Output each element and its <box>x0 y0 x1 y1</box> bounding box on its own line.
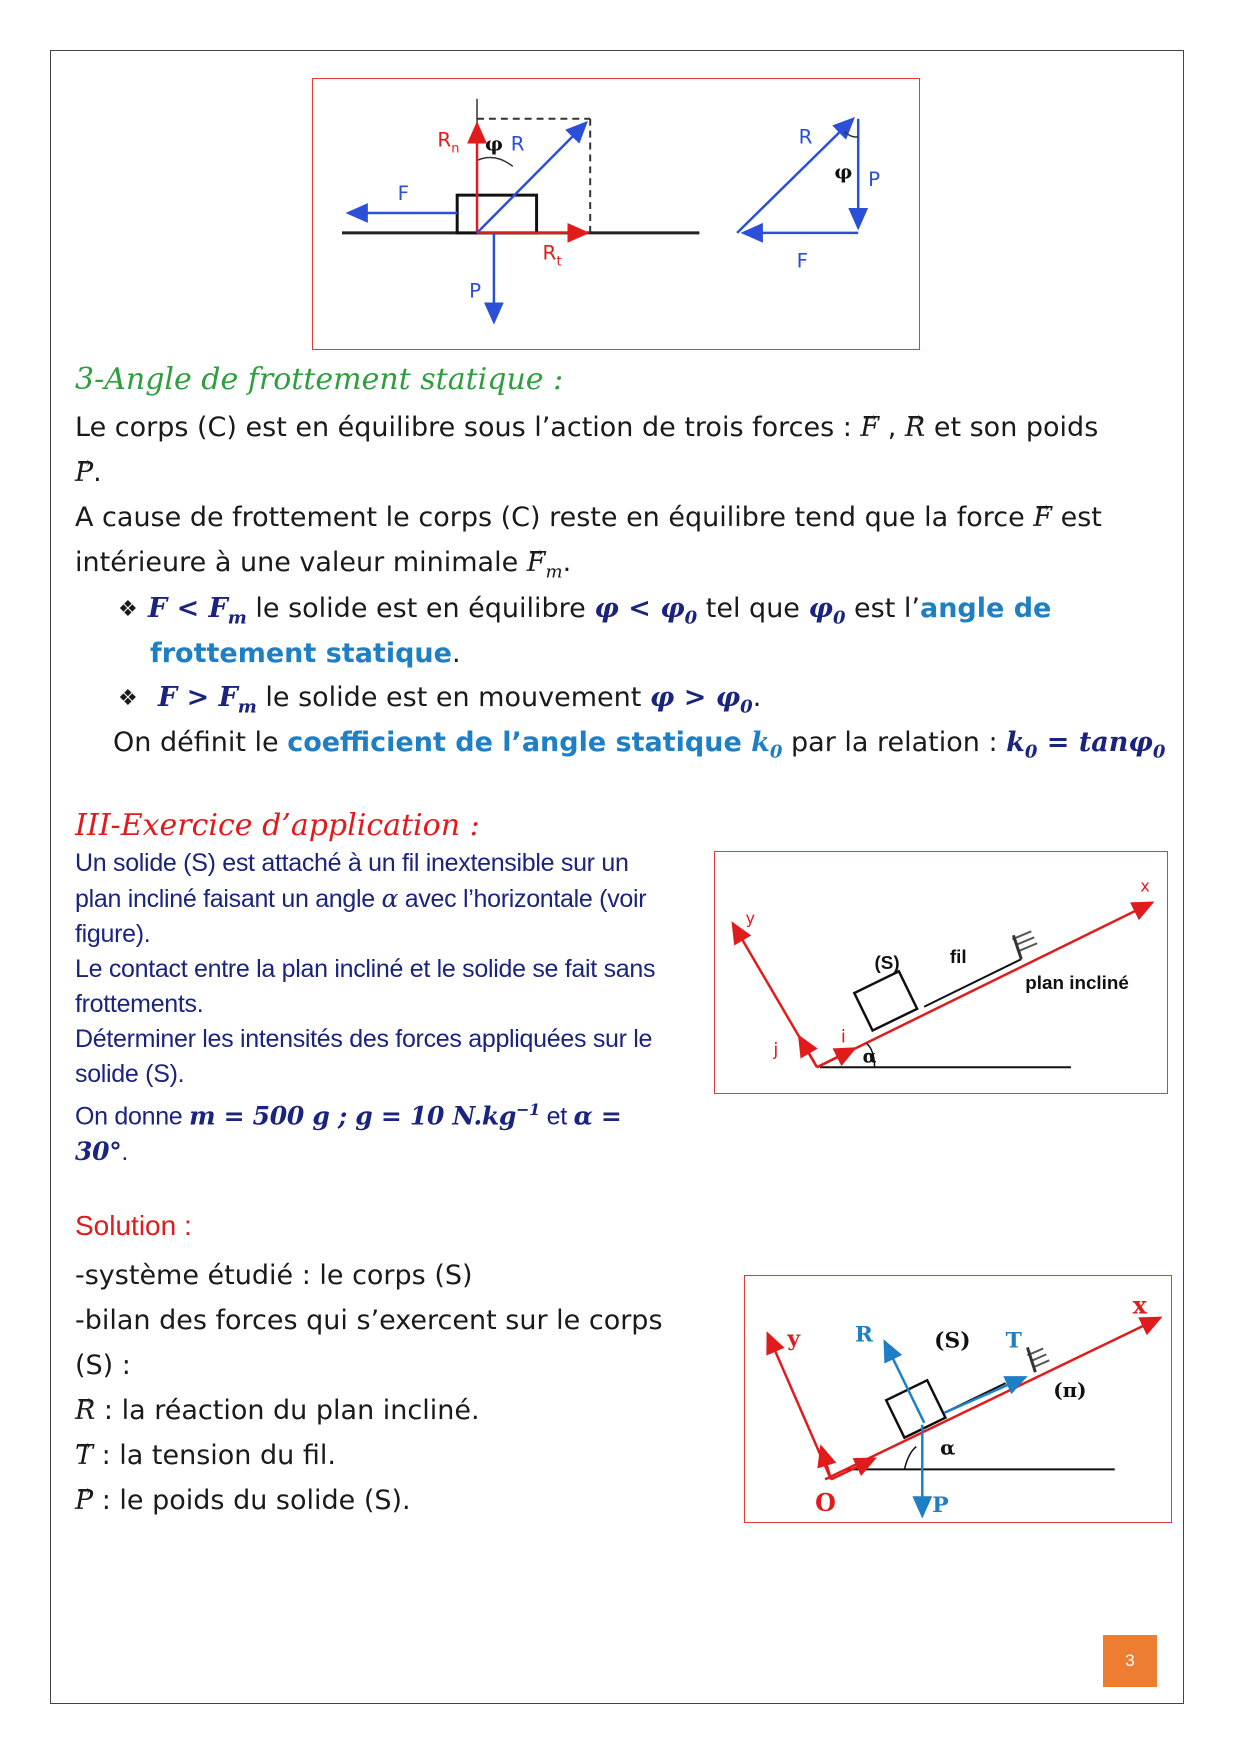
y-axis <box>768 1334 831 1480</box>
figure-friction-forces <box>312 78 920 350</box>
bullet-equilibrium: $F < F_m$ le solide est en équilibre $\varphi < \varphi_0$ tel que $\varphi_0$ est l’angle de <box>148 593 1052 629</box>
solution-forces-intro: -bilan des forces qui s’exercent sur le corps <box>75 1305 663 1336</box>
section-title-static-friction-angle: 3-Angle de frottement statique : <box>75 362 564 397</box>
vector-P: → P <box>75 450 93 495</box>
section-title-exercise: III-Exercice d’application : <box>75 808 480 843</box>
svg-text:φ: φ <box>484 131 503 156</box>
unit-i <box>817 1048 855 1067</box>
svg-text:R: R <box>542 241 557 265</box>
svg-text:y: y <box>787 1326 801 1352</box>
bullet-motion: $F > F_m$ le solide est en mouvement $\varphi > \varphi_0$. <box>158 682 762 718</box>
svg-text:φ: φ <box>834 159 853 184</box>
svg-text:x: x <box>1140 876 1150 896</box>
exercise-statement: Un solide (S) est attaché à un fil inextensible sur un plan incliné faisant un angle α avec l’horizontale (voir figure). Le contact entre la plan incliné et le solide se fait sans frottements. Déterminer les intensités des forces appliquées sur le solide (S). On donne m = 500 g ; g = 10 $N.kg^{-1}$ et α = 30°. <box>75 849 656 1167</box>
svg-text:α: α <box>862 1046 877 1068</box>
svg-text:(S): (S) <box>934 1328 971 1354</box>
x-axis <box>825 1318 1160 1480</box>
svg-text:R: R <box>854 1322 873 1348</box>
svg-text:R: R <box>437 128 452 152</box>
paragraph-forces-cont: → P. <box>75 450 102 495</box>
phi-arc <box>477 158 513 167</box>
figure-solution-forces <box>744 1275 1172 1523</box>
solution-forces-intro-cont: (S) : <box>75 1350 131 1381</box>
svg-text:y: y <box>745 908 756 928</box>
svg-text:T: T <box>1005 1328 1022 1354</box>
svg-text:P: P <box>868 168 881 192</box>
svg-text:fil: fil <box>949 946 967 968</box>
svg-text:F: F <box>397 182 410 206</box>
force-reaction: → R : la réaction du plan incliné. <box>75 1388 480 1433</box>
svg-text:(S): (S) <box>874 952 900 974</box>
svg-text:α: α <box>940 1435 956 1460</box>
bullet-icon: ❖ <box>118 686 138 711</box>
solution-title: Solution : <box>75 1210 192 1241</box>
svg-text:j: j <box>773 1039 779 1061</box>
svg-text:P: P <box>932 1493 949 1519</box>
svg-text:x: x <box>1132 1291 1147 1320</box>
svg-text:n: n <box>451 141 460 157</box>
svg-text:R: R <box>798 125 813 149</box>
paragraph-friction: A cause de frottement le corps (C) reste en équilibre tend que la force → F est <box>75 495 1102 540</box>
svg-text:P: P <box>469 279 482 303</box>
vector-F: → F <box>860 405 879 450</box>
block <box>886 1380 945 1437</box>
vector-R: → R <box>905 405 925 450</box>
figure-inclined-plane <box>714 851 1168 1094</box>
solution-system: -système étudié : le corps (S) <box>75 1260 473 1291</box>
svg-text:R: R <box>510 132 525 156</box>
t-vector <box>944 1377 1025 1413</box>
svg-text:(π): (π) <box>1053 1378 1087 1403</box>
paragraph-forces: Le corps (C) est en équilibre sous l’action de trois forces : → F , → R et son poids <box>75 405 1098 450</box>
unit-j <box>799 1036 817 1067</box>
bullet-equilibrium-cont: frottement statique. <box>150 638 461 669</box>
force-weight: → P : le poids du solide (S). <box>75 1478 411 1523</box>
force-tension: → T : la tension du fil. <box>75 1433 336 1478</box>
svg-text:i: i <box>840 1026 846 1048</box>
svg-text:O: O <box>815 1489 836 1518</box>
svg-text:t: t <box>556 254 562 270</box>
svg-text:plan incliné: plan incliné <box>1025 971 1129 993</box>
svg-text:F: F <box>796 249 809 273</box>
definition-coefficient: On définit le coefficient de l’angle statique $k_0$ par la relation : $k_0 = \tan\varphi_0$ <box>113 727 1166 763</box>
page-number: 3 <box>1103 1635 1157 1687</box>
bullet-icon: ❖ <box>118 597 138 622</box>
string <box>924 959 1021 1007</box>
paragraph-friction-cont: intérieure à une valeur minimale → $F_m$. <box>75 540 571 594</box>
